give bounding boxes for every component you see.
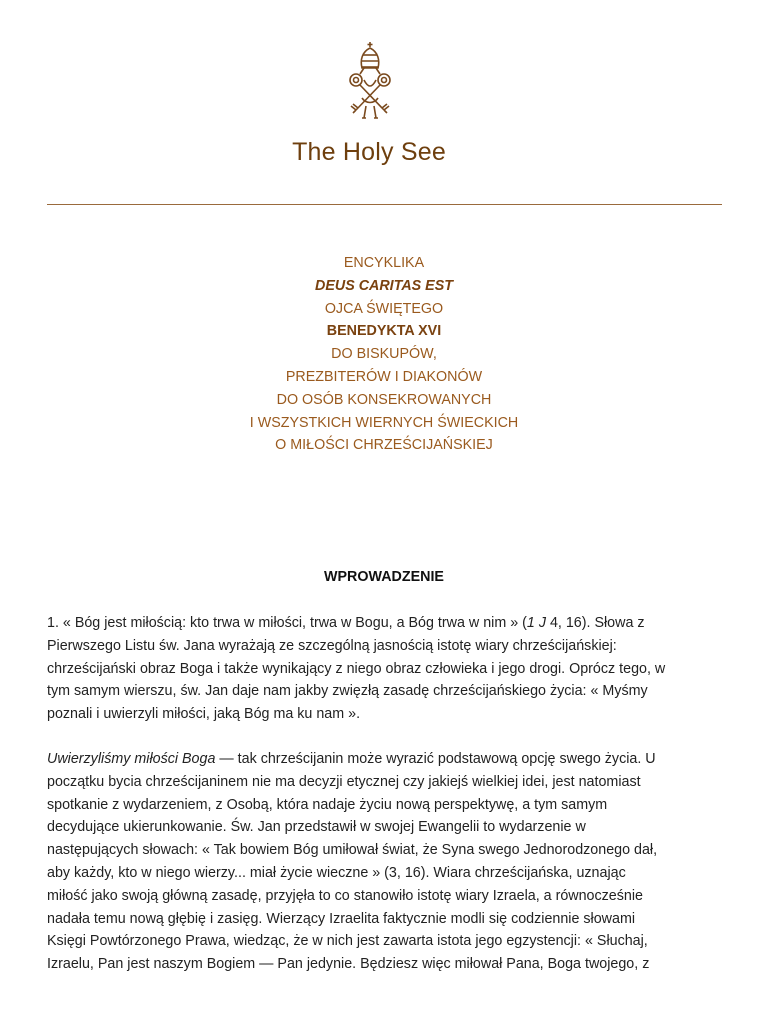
- paragraph-line: tym samym wierszu, św. Jan daje nam jakby zwięzłą zasadę chrześcijańskiego życia: « Myśmy: [47, 683, 648, 700]
- paragraph-line: [47, 748, 727, 771]
- scripture-reference: 1 J: [526, 615, 546, 631]
- heading-line-addressees-2: PREZBITERÓW I DIAKONÓW: [285, 368, 483, 385]
- text-span: — tak chrześcijanin może wyrazić podstawową opcję swego życia. U: [215, 751, 656, 767]
- paragraph-line: początku bycia chrześcijaninem nie ma decyzji etycznej czy jakiejś wielkiej idei, jest natomiast: [47, 773, 641, 790]
- heading-line-addressees-4: I WSZYSTKICH WIERNYCH ŚWIECKICH: [249, 414, 519, 431]
- paragraph-line: nadała temu nową głębię i zasięg. Wierzący Izraelita faktycznie modli się codziennie słowami: [47, 910, 636, 927]
- paragraph-line: poznali i uwierzyli miłości, jaką Bóg ma ku nam ».: [47, 706, 361, 723]
- heading-line-subject: O MIŁOŚCI CHRZEŚCIJAŃSKIEJ: [275, 437, 493, 454]
- heading-line-of: OJCA ŚWIĘTEGO: [324, 300, 444, 317]
- emphasis-text: Uwierzyliśmy miłości Boga: [47, 751, 216, 767]
- paragraph-line: Pierwszego Listu św. Jana wyrażają ze szczególną jasnością istotę wiary chrześcijańskiej:: [47, 637, 617, 654]
- text-span: 4, 16). Słowa z: [545, 615, 645, 631]
- paragraph-line: Księgi Powtórzonego Prawa, wiedząc, że w nich jest zawarta istota jego egzystencji: « Słuchaj,: [47, 933, 648, 950]
- paragraph-line: [47, 612, 727, 635]
- paragraph-line: następujących słowach: « Tak bowiem Bóg umiłował świat, że Syna swego Jednorodzonego dał,: [47, 842, 658, 859]
- heading-line-addressees-1: DO BISKUPÓW,: [331, 346, 437, 363]
- paragraph-line: spotkanie z wydarzeniem, z Osobą, która nadaje życiu nową perspektywę, a tym samym: [47, 796, 608, 813]
- header-divider: [47, 204, 722, 205]
- heading-line-title: DEUS CARITAS EST: [315, 277, 453, 294]
- paragraph-line: aby każdy, kto w niego wierzy... miał życie wieczne » (3, 16). Wiara chrześcijańska, uznając: [47, 864, 626, 881]
- heading-line-pope: BENEDYKTA XVI: [326, 323, 442, 340]
- heading-line-type: ENCYKLIKA: [343, 255, 425, 271]
- paragraph-line: miłość jako swoją główną zasadę, przyjęła to co stanowiło istotę wiary Izraela, a równocześnie: [47, 887, 643, 904]
- paragraph-line: chrześcijański obraz Boga i także wynikający z niego obraz człowieka i jego drogi. Oprócz tego, w: [47, 660, 666, 677]
- paragraph-1: [47, 612, 727, 726]
- paragraph-2: [47, 748, 727, 976]
- site-title[interactable]: The Holy See: [292, 138, 446, 166]
- paragraph-line: Izraelu, Pan jest naszym Bogiem — Pan jedynie. Będziesz więc miłował Pana, Boga twojego, z: [47, 956, 650, 973]
- section-title: WPROWADZENIE: [324, 569, 444, 585]
- site-header: [0, 0, 768, 210]
- text-span: 1. « Bóg jest miłością: kto trwa w miłości, trwa w Bogu, a Bóg trwa w nim » (: [47, 615, 527, 631]
- paragraph-line: decydujące ukierunkowanie. Św. Jan przedstawił w swojej Ewangelii to wydarzenie w: [47, 819, 586, 836]
- encyclical-heading: [0, 252, 768, 457]
- heading-line-addressees-3: DO OSÓB KONSEKROWANYCH: [276, 391, 492, 408]
- papal-coat-of-arms-icon[interactable]: [340, 40, 400, 122]
